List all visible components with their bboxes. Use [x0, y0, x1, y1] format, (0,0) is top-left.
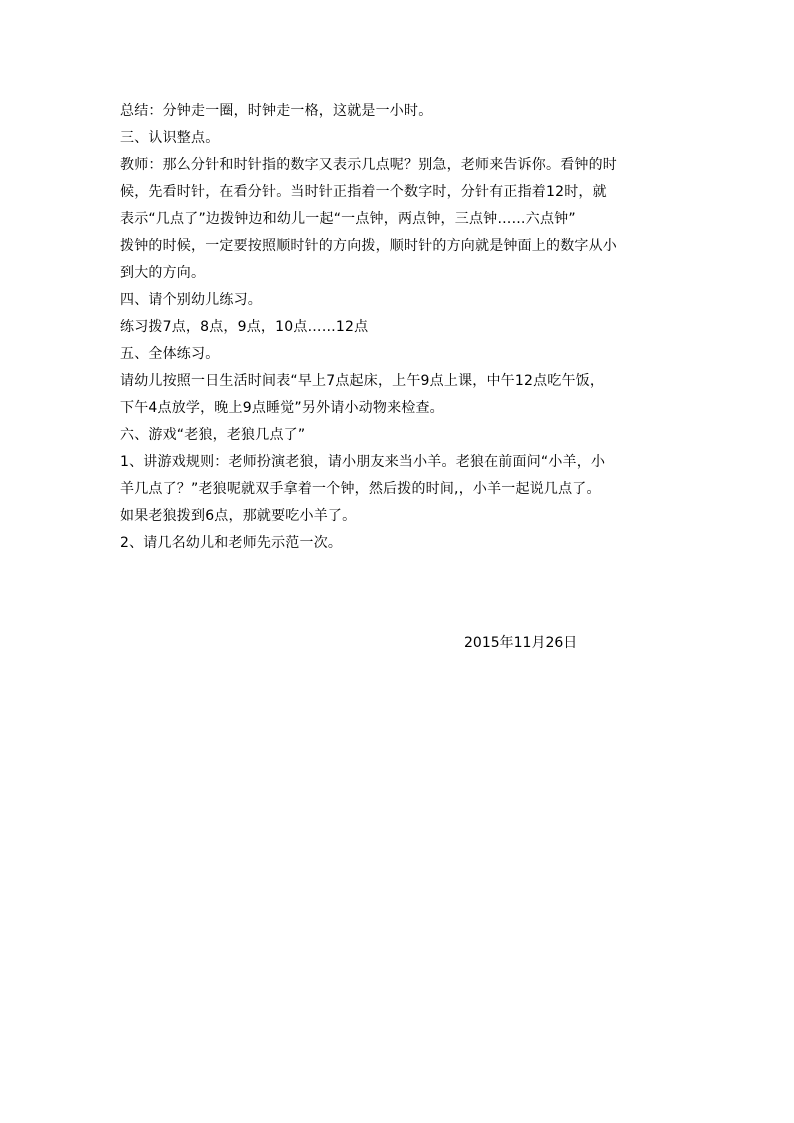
paragraph-line: 1、讲游戏规则：老师扮演老狼，请小朋友来当小羊。老狼在前面问“小羊，小	[120, 454, 606, 470]
paragraph-line: 教师：那么分针和时针指的数字又表示几点呢？别急，老师来告诉你。看钟的时	[120, 157, 617, 173]
section-heading: 六、游戏“老狼，老狼几点了”	[120, 427, 306, 443]
section-heading: 四、请个别幼儿练习。	[120, 292, 262, 308]
paragraph-line: 下午4点放学，晚上9点睡觉”另外请小动物来检查。	[120, 400, 444, 416]
paragraph-line: 候，先看时针，在看分针。当时针正指着一个数字时，分针有正指着12时，就	[120, 184, 607, 200]
paragraph-line: 2、请几名幼儿和老师先示范一次。	[120, 535, 343, 551]
section-heading: 五、全体练习。	[120, 346, 220, 362]
document-body	[120, 98, 680, 557]
document-date: 2015年11月26日	[464, 635, 578, 651]
paragraph-line: 表示“几点了”边拨钟边和幼儿一起“一点钟，两点钟，三点钟……六点钟”	[120, 211, 576, 227]
paragraph-line: 练习拨7点，8点，9点，10点……12点	[120, 319, 369, 335]
paragraph-line: 请幼儿按照一日生活时间表“早上7点起床，上午9点上课，中午12点吃午饭，	[120, 373, 605, 389]
paragraph-line: 到大的方向。	[120, 265, 206, 281]
paragraph-line: 羊几点了？”老狼呢就双手拿着一个钟，然后拨的时间,，小羊一起说几点了。	[120, 481, 601, 497]
paragraph-line: 拨钟的时候，一定要按照顺时针的方向拨，顺时针的方向就是钟面上的数字从小	[120, 238, 617, 254]
paragraph-line: 如果老狼拨到6点，那就要吃小羊了。	[120, 508, 357, 524]
section-heading: 三、认识整点。	[120, 130, 220, 146]
summary-line: 总结：分钟走一圈，时钟走一格，这就是一小时。	[120, 103, 433, 119]
